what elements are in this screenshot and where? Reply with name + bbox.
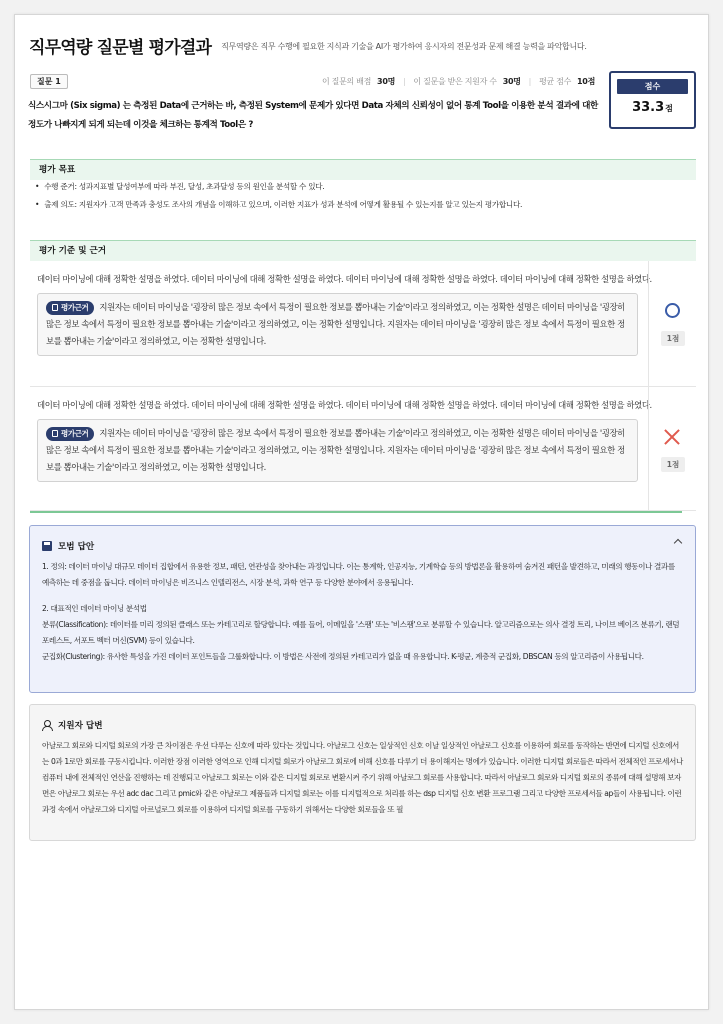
score-value-wrap bbox=[611, 100, 694, 115]
wrong-mark-icon bbox=[664, 429, 680, 445]
document-icon bbox=[52, 304, 58, 311]
model-answer-clustering: 군집화(Clustering): 유사한 특성을 가진 데이터 포인트들을 그룹화합니다. 이 방법은 사전에 정의된 카테고리가 없을 때 유용합니다. K-평균, 계층적 군집화, DBSCAN 등의 알고리즘이 사용됩니다. bbox=[42, 652, 644, 661]
basis-pill bbox=[46, 301, 94, 315]
report-header bbox=[29, 31, 699, 59]
criteria-points: 1점 bbox=[661, 331, 685, 346]
criteria-row bbox=[30, 387, 696, 511]
page-title: 직무역량 질문별 평가결과 bbox=[29, 37, 212, 58]
goal-item: • 수행 준거: 성과지표별 달성여부에 따라 부진, 달성, 초과달성 등의 원인을 분석할 수 있다. bbox=[35, 178, 695, 196]
question-stats bbox=[322, 76, 595, 87]
criteria-row bbox=[30, 261, 696, 387]
model-answer-classification: 분류(Classification): 데이터를 미리 정의된 클래스 또는 카테고리로 할당합니다. 예를 들어, 이메일을 '스팸' 또는 '비스팸'으로 분류할 수 있습니다. 알고리즘으로는 의사 결정 트리, 나이브 베이즈 분류기, 랜덤 포레스트, 서포트 벡터 머신(SVM) 등이 있습니다. bbox=[42, 620, 680, 645]
goal-section-header: 평가 목표 bbox=[30, 159, 696, 180]
model-answer-body bbox=[30, 554, 695, 665]
model-answer-methods-title: 2. 대표적인 데이터 마이닝 분석법 bbox=[42, 604, 147, 613]
evaluation-basis-box bbox=[37, 293, 638, 356]
evaluation-report-page bbox=[14, 14, 709, 1010]
document-icon bbox=[52, 430, 58, 437]
basis-text: 지원자는 데이터 마이닝을 '굉장히 많은 정보 속에서 특정이 필요한 정보를 뽑아내는 기술'이라고 정의하였고, 이는 정확한 설명은 데이터 마이닝을 '굉장히 많은 정보 속에서 특정이 필요한 정보를 뽑아내는 기술'이라고 정의하였고, 이는 정확한 설명입니다. 지원자는 데이터 마이닝을 '굉장히 많은 정보 속에서 특정이 필요한 정보를 뽑아내는 기술'이라고 정의하였고, 이는 정확한 설명입니다. bbox=[46, 302, 625, 346]
criteria-text: 데이터 마이닝에 대해 정확한 설명을 하였다. 데이터 마이닝에 대해 정확한 설명을 하였다. 데이터 마이닝에 대해 정확한 설명을 하였다. 데이터 마이닝에 대해 정확한 설명을 하였다. bbox=[37, 274, 652, 284]
basis-label: 평가근거 bbox=[61, 429, 89, 438]
question-text: 식스시그마 (Six sigma) 는 측정된 Data에 근거하는 바, 측정된 System에 문제가 있다면 Data 자체의 신뢰성이 없어 통계 Tool을 이용한 분석 결과에 대한 정도가 나빠지게 되게 되는데 이것을 체크하는 통계적 Tool은 ? bbox=[28, 101, 598, 130]
basis-pill bbox=[46, 427, 94, 441]
model-answer-definition: 1. 정의: 데이터 마이닝 대규모 데이터 집합에서 유용한 정보, 패턴, 연관성을 찾아내는 과정입니다. 이는 통계학, 인공지능, 기계학습 등의 방법론을 활용하여 숨겨진 패턴을 발견하고, 미래의 행동이나 결과를 예측하는 데 중점을 둡니다. 데이터 마이닝은 비즈니스 인텔리전스, 시장 분석, 과학 연구 등 다양한 분야에서 응용됩니다. bbox=[42, 562, 675, 587]
criteria-result bbox=[648, 387, 696, 510]
applicant-answer-text: 아날로그 회로와 디지털 회로의 가장 큰 차이점은 우선 다루는 신호에 따라 있다는 것입니다. 아날로그 신호는 일상적인 신호 이날 일상적인 아날로그 신호를 이용하여 회로를 동작하는 반면에 디지털 신호에서는 0과 1로만 회로를 구동시킵니다. 이러한 장점 이러한 영역으로 인해 디지털 회로가 아날로그 회로에 비해 신호를 다루기 더 용이해지는 명에가 있습니다. 이러한 디지털 회로들은 따라서 전체적인 프로세서나 컴퓨터 내에 전체적인 연산을 진행하는 데 진행되고 아날로그 회로는 이와 같은 디지털 회로로 변환시켜 주기 위해 아날로그 회로를 사용합니다. 따라서 아날로그 회로와 디지털 회로의 종류에 대해 설명해 보자면은 아날로그 회로는 우선 adc dac 그리고 pmic와 같은 아날로그 제품들과 디지털 회로는 이를 디지털적으로 처리를 하는 dsp 디지털 신호 변환 프로그램 그리고 다양한 프로세서들 ap들이 사용됩니다. 이런 과정 속에서 아날로그와 디지털 아르널로그 회로를 이용하여 디지털 회로를 구동하기 위해서는 다양한 회로들을 또 필 bbox=[42, 741, 683, 814]
stat-value-applicants: 30명 bbox=[502, 76, 521, 86]
applicant-answer-header bbox=[30, 705, 695, 733]
model-answer-title: 모범 답안 bbox=[58, 542, 95, 552]
criteria-points: 1점 bbox=[661, 457, 685, 472]
correct-mark-icon bbox=[665, 303, 680, 318]
criteria-body bbox=[37, 271, 657, 356]
applicant-answer-body bbox=[30, 733, 695, 818]
stat-label-applicants: 이 질문을 받은 지원자 수 bbox=[413, 76, 497, 86]
stat-divider: | bbox=[403, 76, 406, 86]
model-answer-header[interactable] bbox=[30, 526, 695, 554]
score-unit: 점 bbox=[665, 104, 673, 113]
criteria-text: 데이터 마이닝에 대해 정확한 설명을 하였다. 데이터 마이닝에 대해 정확한 설명을 하였다. 데이터 마이닝에 대해 정확한 설명을 하였다. 데이터 마이닝에 대해 정확한 설명을 하였다. bbox=[37, 400, 652, 410]
page-subtitle: 직무역량은 직무 수행에 필요한 지식과 기술을 AI가 평가하여 응시자의 전문성과 문제 해결 능력을 파악합니다. bbox=[221, 42, 587, 51]
basis-label: 평가근거 bbox=[61, 303, 89, 312]
goal-list bbox=[35, 178, 695, 214]
stat-value-average: 10점 bbox=[577, 76, 595, 86]
model-answer-panel bbox=[29, 525, 696, 693]
section-divider bbox=[30, 511, 682, 513]
stat-value-max-points: 30명 bbox=[377, 76, 396, 86]
goal-item: • 출제 의도: 지원자가 고객 만족과 충성도 조사의 개념을 이해하고 있으며, 이러한 지표가 성과 분석에 어떻게 활용될 수 있는지를 알고 있는지 평가합니다. bbox=[35, 196, 695, 214]
criteria-result bbox=[648, 261, 696, 386]
score-value: 33.3 bbox=[632, 100, 665, 115]
score-label: 점수 bbox=[617, 79, 688, 94]
applicant-answer-title: 지원자 답변 bbox=[58, 721, 103, 731]
score-box bbox=[609, 71, 696, 129]
user-voice-icon bbox=[42, 720, 54, 731]
save-icon bbox=[42, 541, 52, 551]
stat-label-average: 평균 점수 bbox=[539, 76, 572, 86]
criteria-body bbox=[37, 397, 657, 482]
criteria-section-header: 평가 기준 및 근거 bbox=[30, 240, 696, 261]
question-meta bbox=[30, 73, 595, 89]
applicant-answer-panel bbox=[29, 704, 696, 841]
evaluation-basis-box bbox=[37, 419, 638, 482]
basis-text: 지원자는 데이터 마이닝을 '굉장히 많은 정보 속에서 특정이 필요한 정보를 뽑아내는 기술'이라고 정의하였고, 이는 정확한 설명은 데이터 마이닝을 '굉장히 많은 정보 속에서 특정이 필요한 정보를 뽑아내는 기술'이라고 정의하였고, 이는 정확한 설명입니다. 지원자는 데이터 마이닝을 '굉장히 많은 정보 속에서 특정이 필요한 정보를 뽑아내는 기술'이라고 정의하였고, 이는 정확한 설명입니다. bbox=[46, 428, 625, 472]
stat-divider: | bbox=[528, 76, 532, 86]
question-number-badge: 질문 1 bbox=[30, 74, 68, 89]
stat-label-max-points: 이 질문의 배점 bbox=[321, 76, 372, 86]
